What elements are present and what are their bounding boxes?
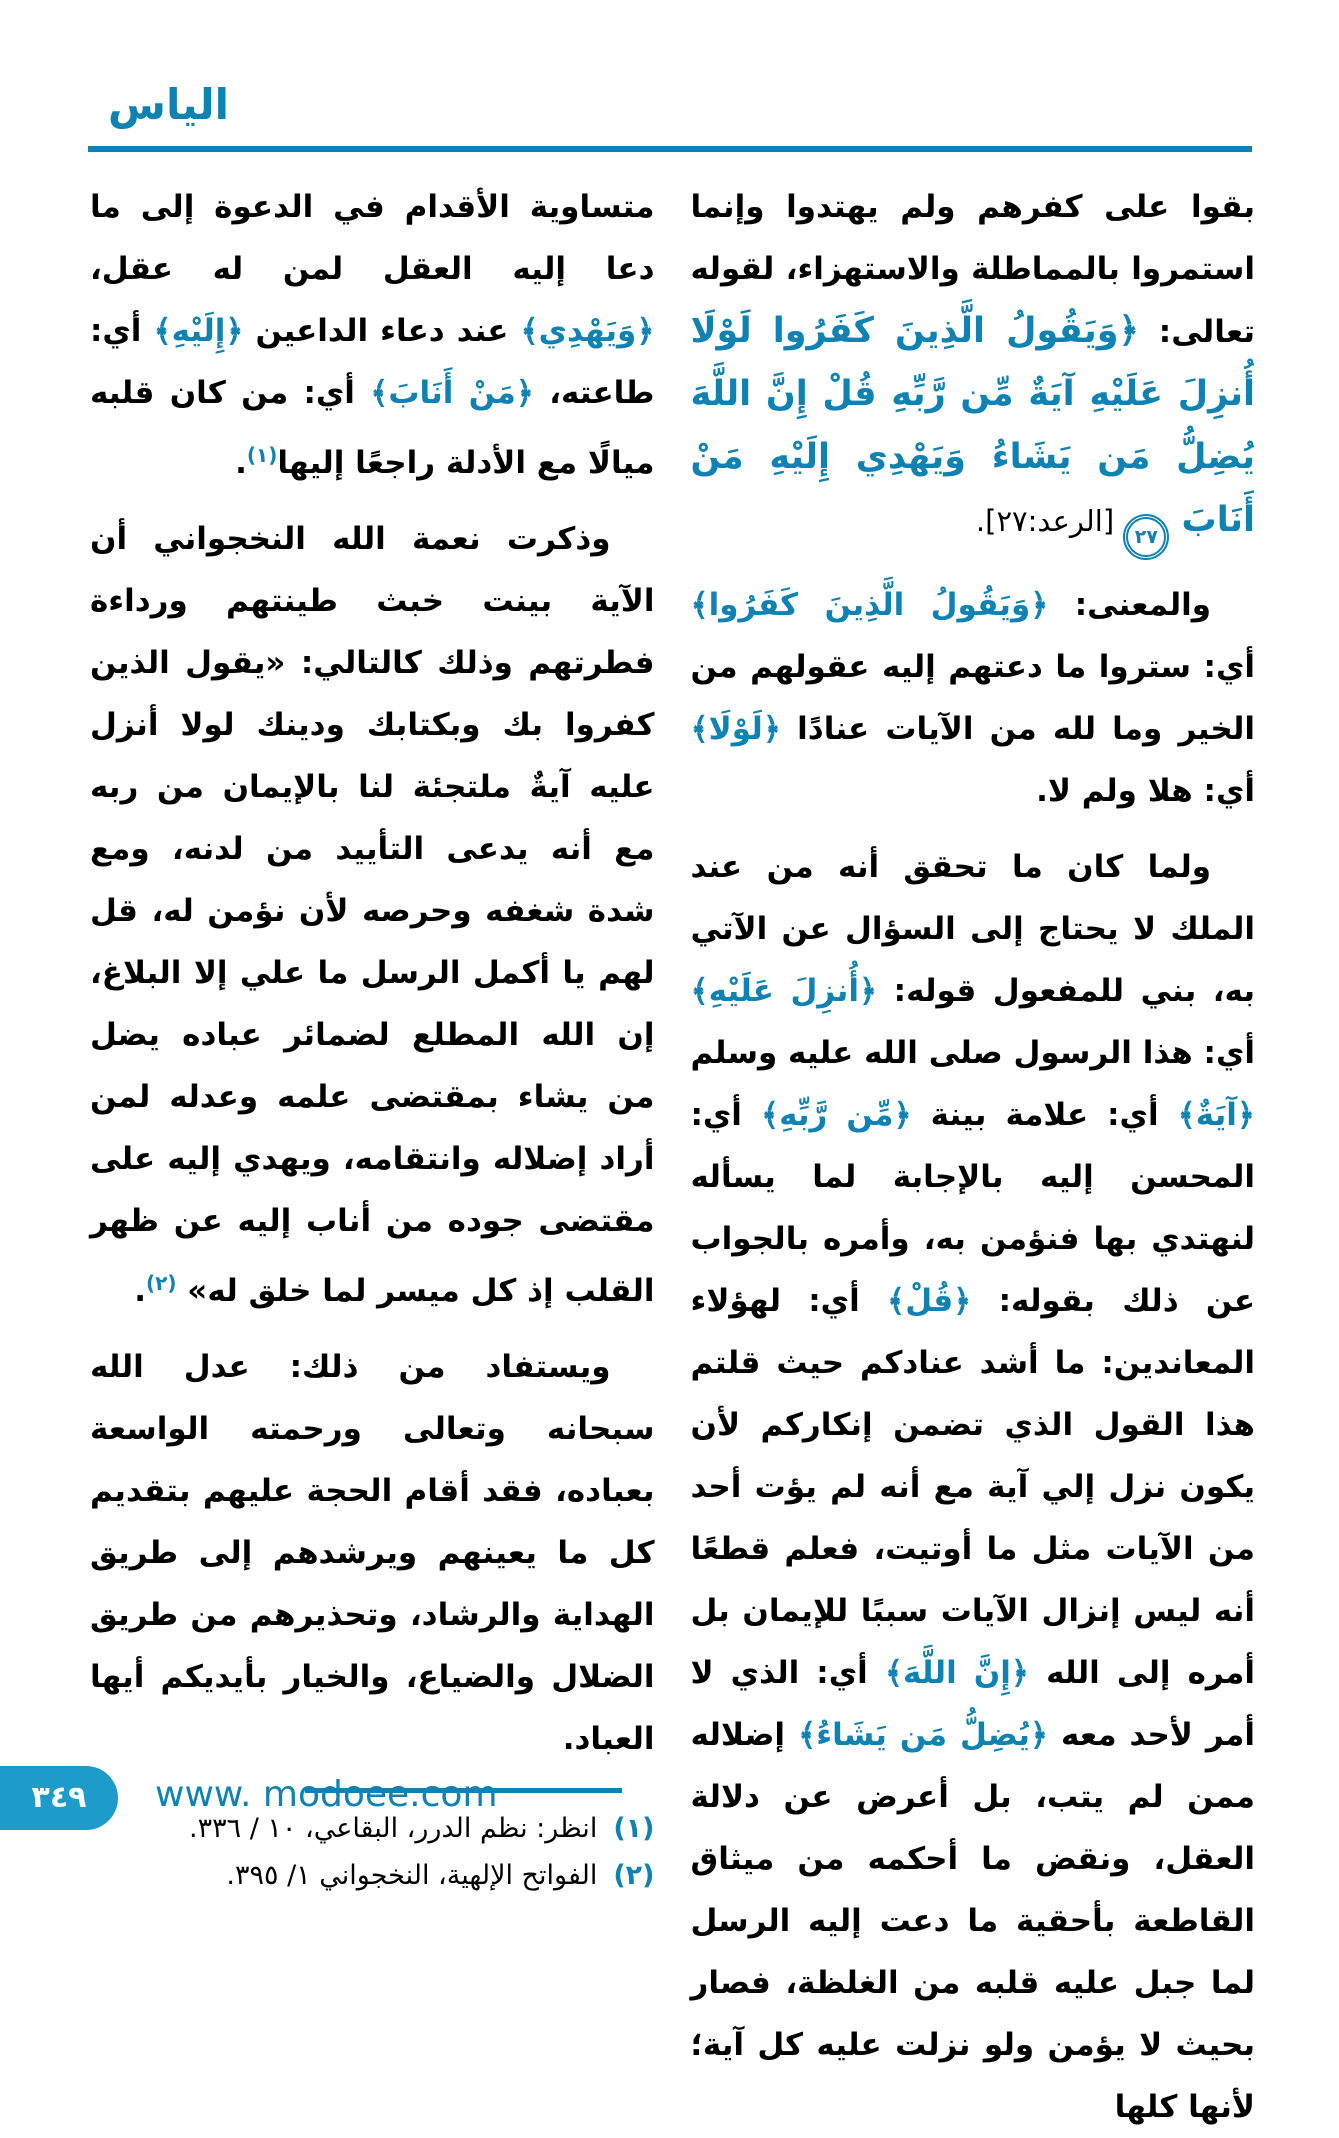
quran-quote-large: ﴿وَيَقُولُ الَّذِينَ كَفَرُوا لَوْلَا أُنزِلَ عَلَيْهِ آيَةٌ مِّن رَّبِّهِ قُلْ إِنَّ اللَّهَ يُضِلُّ مَن يَشَاءُ وَيَهْدِي إِلَيْهِ مَنْ أَنَابَ: [690, 311, 1255, 540]
footnote-number: (١): [613, 1813, 655, 1844]
text-run: إضلاله ممن لم يتب، بل أعرض عن دلالة العقل، ونقض ما أحكمه من ميثاق القاطعة بأحقية ما دعت إليه الرسل لما جبل عليه قلبه من الغلظة، فصار بحيث لا يؤمن ولو نزلت عليه كل آية؛ لأنها كلها: [690, 1717, 1255, 2125]
footnote-text: انظر: نظم الدرر، البقاعي، ١٠ / ٣٣٦.: [189, 1813, 598, 1844]
quran-quote: ﴿إِلَيْهِ﴾: [153, 313, 244, 349]
text-run: أي: المحسن إليه بالإجابة لما يسأله لنهتدي بها فنؤمن به، وأمره بالجواب عن ذلك بقوله:: [690, 1097, 1255, 1319]
paragraph: [691, 574, 1256, 822]
ayah-number-medallion: ٢٧: [1123, 514, 1169, 560]
column-left-paragraphs: [90, 176, 655, 1784]
paragraph: [691, 176, 1256, 560]
footnote-text: الفواتح الإلهية، النخجواني ١/ ٣٩٥.: [226, 1860, 598, 1891]
text-run: أي: علامة بينة: [911, 1097, 1178, 1133]
text-run: أي: هذا الرسول صلى الله عليه وسلم: [690, 1035, 1255, 1071]
quran-quote: ﴿مِّن رَّبِّهِ﴾: [760, 1097, 912, 1133]
paragraph: [90, 176, 655, 494]
paragraph: [90, 1336, 655, 1770]
quran-quote: ﴿مَنْ أَنَابَ﴾: [370, 375, 534, 411]
text-run: وذكرت نعمة الله النخجواني أن الآية بينت خبث طينتهم ورداءة فطرتهم وذلك كالتالي: «يقول الذين كفروا بك وبكتابك ودينك لولا أنزل عليه آيةٌ ملتجئة لنا بالإيمان من ربه مع أنه يدعى التأييد من لدنه، ومع شدة شغفه وحرصه لأن نؤمن له، قل لهم يا أكمل الرسل ما علي إلا البلاغ، إن الله المطلع لضمائر عباده يضل من يشاء بمقتضى علمه وعدله لمن أراد إضلاله وانتقامه، ويهدي إليه على مقتضى جوده من أناب إليه عن ظهر القلب إذ كل ميسر لما خلق له»: [90, 521, 655, 1309]
paragraph: [691, 836, 1256, 2138]
page-header-title: الياس: [108, 80, 230, 129]
page-number: ٣٤٩: [31, 1780, 87, 1815]
text-run: .: [134, 1273, 147, 1309]
paragraph: [90, 508, 655, 1322]
quran-quote: ﴿أُنزِلَ عَلَيْهِ﴾: [690, 973, 878, 1009]
header-rule: [88, 146, 1252, 152]
text-run: أي: هلا ولم لا.: [1036, 773, 1255, 809]
text-run: أي: طاعته،: [90, 313, 655, 411]
quran-quote: ﴿إِنَّ اللَّهَ﴾: [884, 1655, 1030, 1691]
quran-quote: ﴿قُلْ﴾: [887, 1283, 972, 1319]
column-right: [690, 176, 1256, 2125]
text-run: بقوا على كفرهم ولم يهتدوا وإنما استمروا بالمماطلة والاستهزاء، لقوله تعالى:: [690, 189, 1255, 350]
text-run: متساوية الأقدام في الدعوة إلى ما دعا إليه العقل لمن له عقل،: [90, 189, 655, 287]
text-run: والمعنى:: [1048, 587, 1211, 623]
quran-quote: ﴿يُضِلُّ مَن يَشَاءُ﴾: [798, 1717, 1049, 1753]
footnote-row: [90, 1852, 655, 1899]
quran-quote: ﴿لَوْلَا﴾: [690, 711, 781, 747]
footnote-ref-marker: (١): [246, 443, 278, 467]
text-run: ويستفاد من ذلك: عدل الله سبحانه وتعالى ورحمته الواسعة بعباده، فقد أقام الحجة عليهم بتقديم كل ما يعينهم ويرشدهم إلى طريق الهداية والرشاد، وتحذيرهم من طريق الضلال والضياع، والخيار بأيديكم أيها العباد.: [90, 1349, 655, 1757]
text-run: عند دعاء الداعين: [243, 313, 521, 349]
quran-quote: ﴿وَيَقُولُ الَّذِينَ كَفَرُوا﴾: [690, 587, 1049, 623]
verse-reference: [الرعد:٢٧].: [975, 504, 1124, 538]
text-run: أي: لهؤلاء المعاندين: ما أشد عنادكم حيث قلتم هذا القول الذي تضمن إنكاركم لأن يكون نزل إلي آية مع أنه لم يؤت أحد من الآيات مثل ما أوتيت، فعلم قطعًا أنه ليس إنزال الآيات سببًا للإيمان بل أمره إلى الله: [690, 1283, 1255, 1691]
website-text: www. modoee.com: [155, 1774, 498, 1815]
text-run: أي: ستروا ما دعتهم إليه عقولهم من الخير وما لله من الآيات عنادًا: [690, 649, 1255, 747]
footnote-ref-marker: (٢): [146, 1271, 177, 1295]
text-run: ولما كان ما تحقق أنه من عند الملك لا يحتاج إلى السؤال عن الآتي به، بني للمفعول قوله:: [690, 849, 1255, 1009]
text-run: أي: من كان قلبه ميالًا مع الأدلة راجعًا إليها: [90, 375, 655, 481]
text-run: .: [235, 445, 247, 481]
quran-quote: ﴿وَيَهْدِي﴾: [520, 313, 655, 349]
text-run: أي: الذي لا أمر لأحد معه: [690, 1655, 1255, 1753]
footnote-list: [90, 1805, 655, 1899]
page-number-pill: [0, 1766, 118, 1830]
quran-quote: ﴿آيَةٌ﴾: [1177, 1097, 1256, 1133]
footnote-number: (٢): [613, 1860, 655, 1891]
